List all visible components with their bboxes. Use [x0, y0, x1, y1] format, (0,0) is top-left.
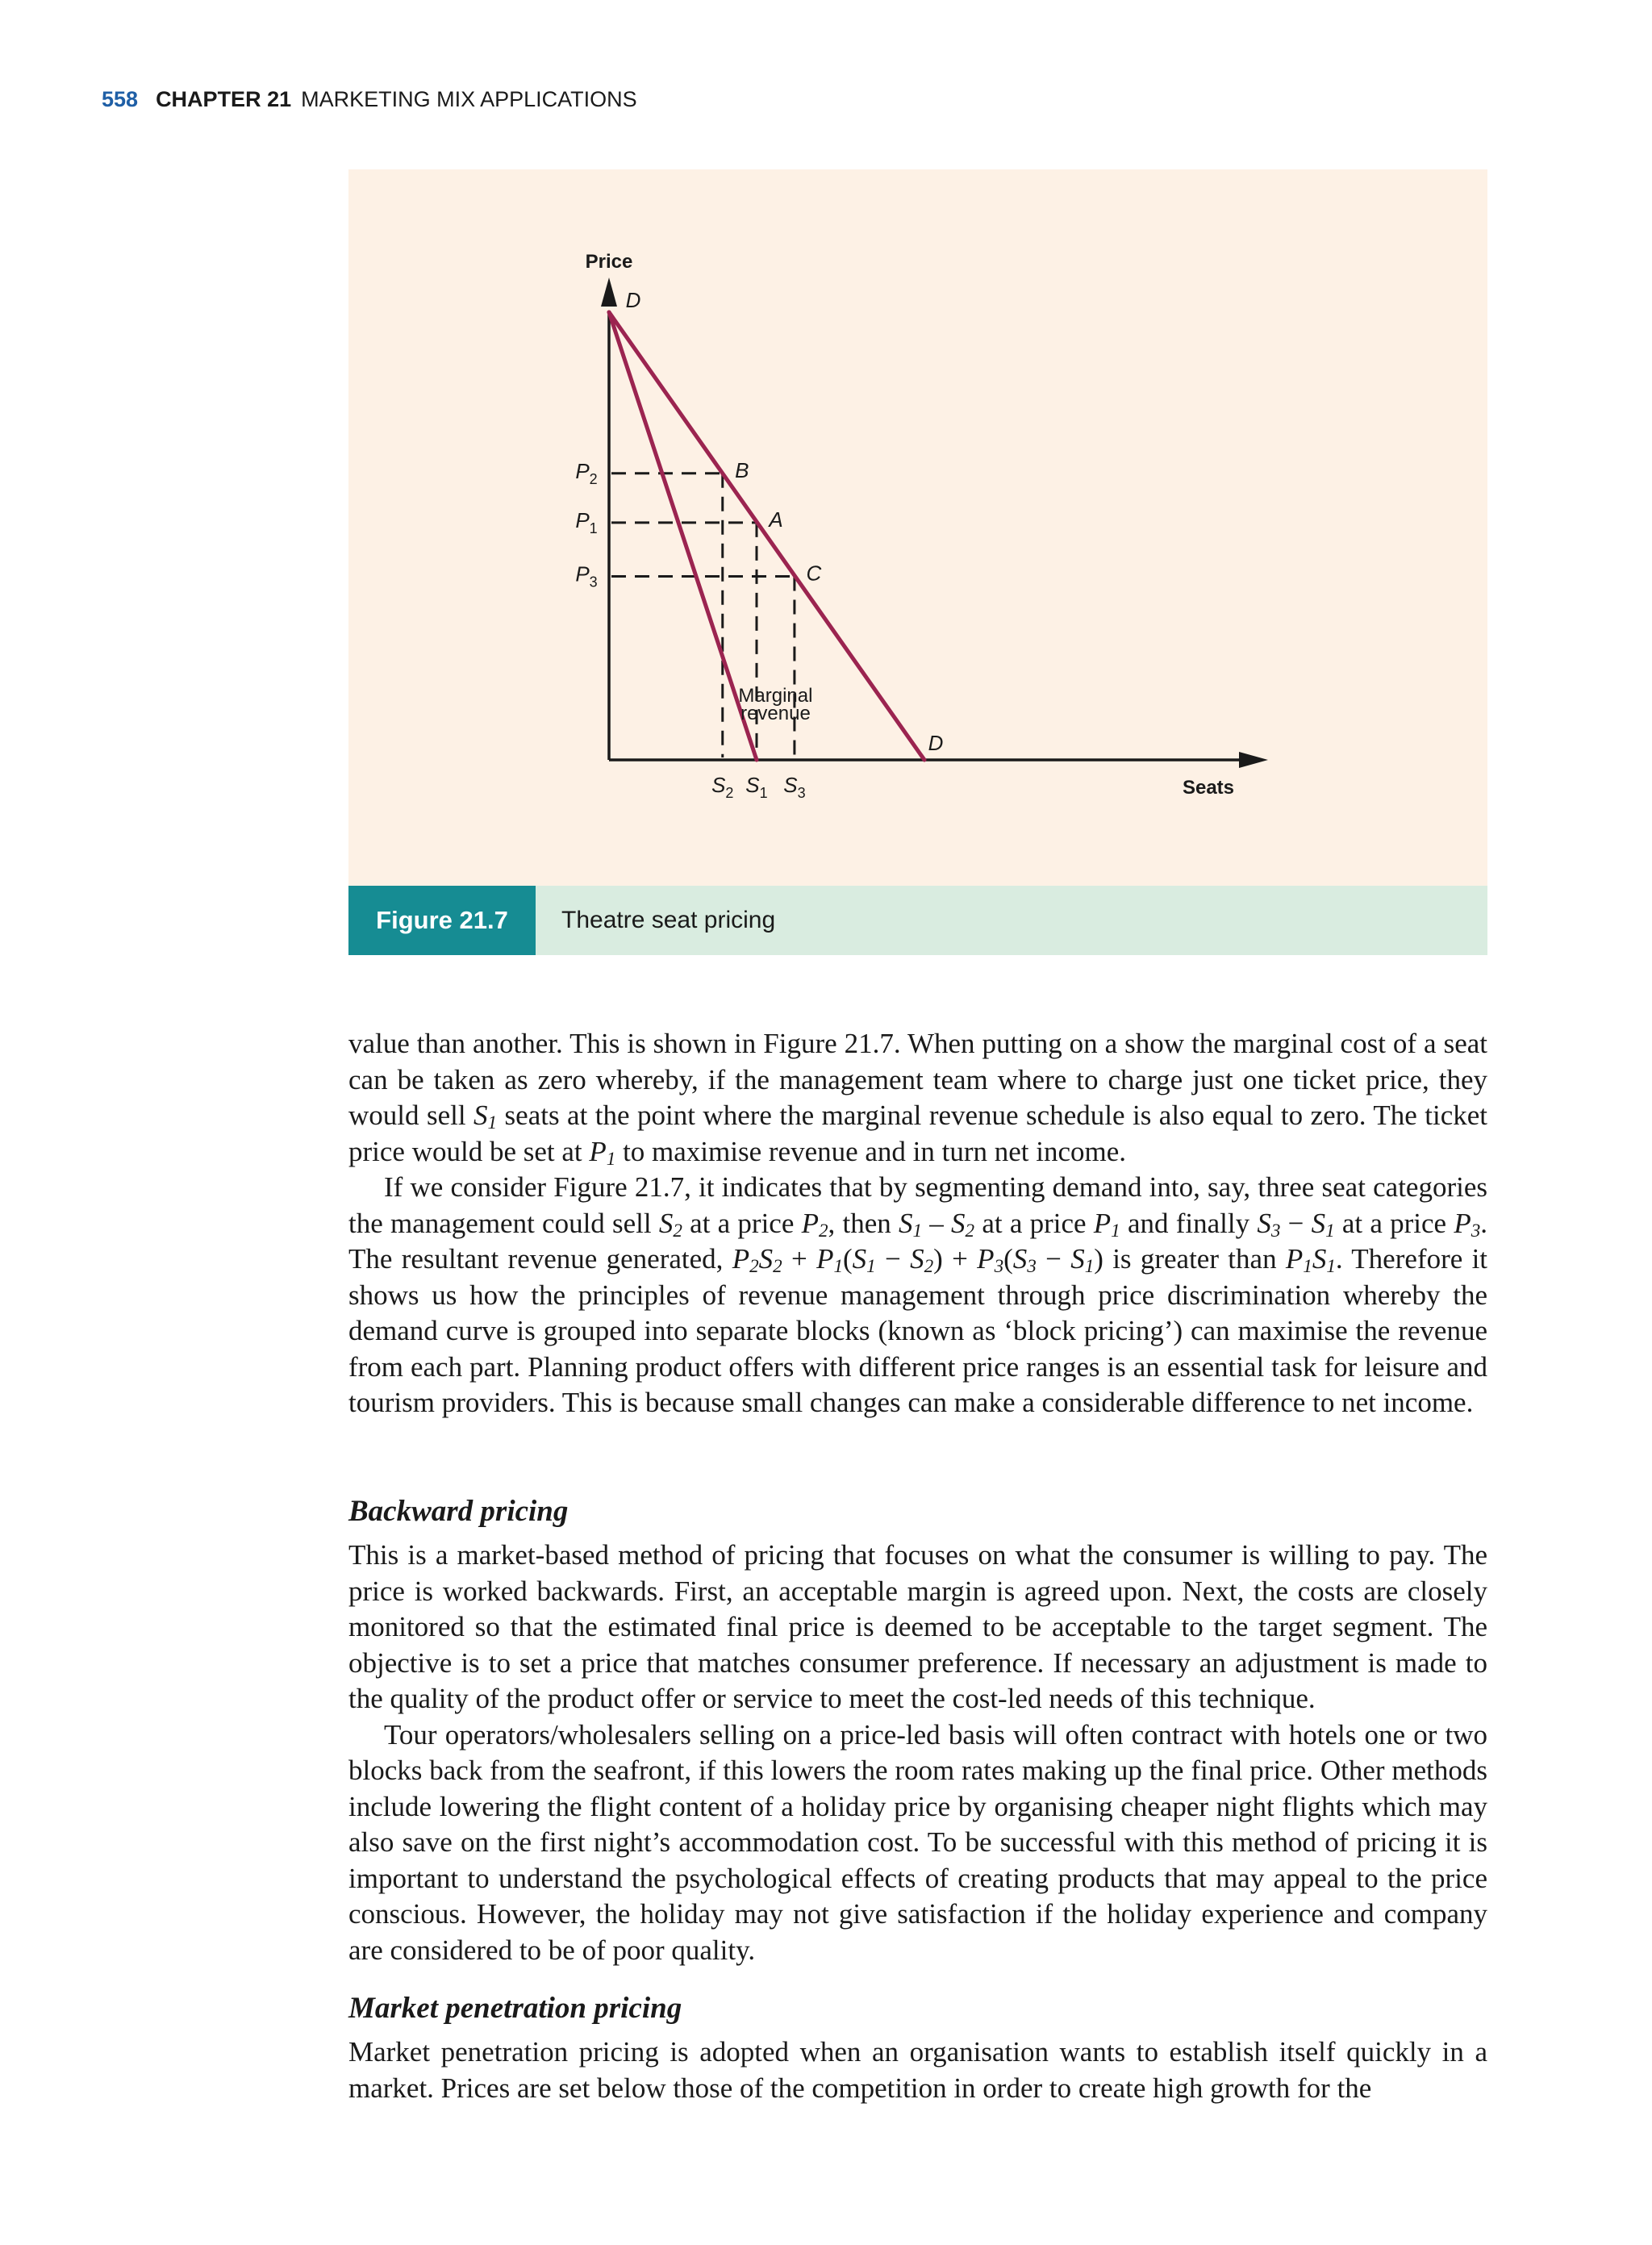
point-label-c: C — [806, 561, 822, 586]
text-run: at a price — [1334, 1207, 1454, 1239]
demand-label-end: D — [928, 731, 944, 755]
heading-backward-pricing: Backward pricing — [348, 1495, 569, 1528]
text-run: value than another. This is shown in Figure 21.7. When putting on a show the marginal cost of a seat can be taken as zero whereby, if the management team where to charge just one ticket price, they would sell — [348, 1028, 1487, 1131]
x-tick-s3: $S_3$ — [783, 773, 806, 801]
figure-caption-text: Theatre seat pricing — [561, 907, 776, 933]
page-number: 558 — [102, 87, 139, 111]
figure-caption — [348, 886, 1487, 955]
chapter-label: CHAPTER 21 — [156, 87, 292, 111]
section-market-penetration — [348, 1991, 1487, 2106]
text-run: . Therefore it shows us how the principles of revenue management through price discrimination whereby the demand curve is grouped into separate blocks (known as ‘block pricing’) can maximise the revenue from each part. Planning product offers with different price ranges is an essential task for leisure and tourism providers. This is because small changes can make a considerable difference to net income. — [348, 1243, 1488, 1418]
x-axis-arrow-icon — [1239, 752, 1268, 768]
paragraph-5: Market penetration pricing is adopted when an organisation wants to establish itself quickly in a market. Prices are set below those of the competition in order to create high growth for the — [348, 2036, 1487, 2104]
section-backward-pricing — [348, 1494, 1487, 1968]
x-tick-s1: $S_1$ — [745, 773, 768, 801]
demand-label-start: D — [625, 288, 641, 312]
text-run: is greater than — [1103, 1243, 1286, 1275]
marginal-revenue-curve — [609, 312, 757, 760]
text-run: and finally — [1120, 1207, 1258, 1239]
x-axis-label: Seats — [1182, 777, 1235, 799]
marginal-revenue-label-line2: revenue — [740, 703, 811, 725]
text-run: If we consider Figure 21.7, it indicates that by segmenting demand into, say, three seat categories the management could sell — [348, 1171, 1487, 1239]
figure-21-7 — [348, 169, 1487, 955]
text-run: at a price — [974, 1207, 1094, 1239]
paragraph-2: If we consider Figure 21.7, it indicates that by segmenting demand into, say, three seat categories the management could sell $S_2$ at a price $P_2$, then $S_1 - S_2$ at a price $P_1$ and finally $S_3 - S_1$ at a price $P_3$. The resultant revenue generated, $P_2S_2 + P_1(S_1 - S_2) + P_3(S_3 - S_1)$ is greater than $P_1S_1$. Therefore it shows us how the principles of revenue management through price discrimination whereby the demand curve is grouped into separate blocks (known as ‘block pricing’) can maximise the revenue from each part. Planning product offers with different price ranges is an essential task for leisure and tourism providers. This is because small changes can make a considerable difference to net income. — [348, 1171, 1488, 1418]
text-run: . The resultant revenue generated, — [348, 1207, 1488, 1275]
paragraph-4: Tour operators/wholesalers selling on a price-led basis will often contract with hotels one or two blocks back from the seafront, if this lowers the room rates making up the final price. Other methods include lowering the flight content of a holiday price by organising cheaper night flights which may also save on the first night’s accommodation cost. To be successful with this method of pricing it is important to understand the psychological effects of creating products that may appeal to the price conscious. However, the holiday may not give satisfaction if the holiday experience and company are considered to be of poor quality. — [348, 1718, 1487, 1966]
running-head — [102, 87, 637, 112]
chart — [348, 169, 1487, 886]
y-tick-p2: $P_2$ — [575, 458, 598, 487]
text-run: at a price — [682, 1207, 802, 1239]
point-label-a: A — [769, 507, 783, 532]
marginal-revenue-label-line1: Marginal — [738, 684, 813, 707]
x-tick-s2: $S_2$ — [711, 773, 734, 801]
text-run: seats at the point where the marginal revenue schedule is also equal to zero. The ticket price would be set at — [348, 1100, 1487, 1167]
paragraph-1: value than another. This is shown in Figure 21.7. When putting on a show the marginal cost of a seat can be taken as zero whereby, if the management team where to charge just one ticket price, they would sell $S_1$ seats at the point where the marginal revenue schedule is also equal to zero. The ticket price would be set at $P_1$ to maximise revenue and in turn net income. — [348, 1028, 1487, 1169]
body-block-1 — [348, 1026, 1487, 1421]
y-tick-p1: $P_1$ — [575, 507, 598, 536]
paragraph-3: This is a market-based method of pricing that focuses on what the consumer is willing to pay. The price is worked backwards. First, an acceptable margin is agreed upon. Next, the costs are closely monitored so that the estimated final price is deemed to be acceptable to the target segment. The objective is to set a price that matches consumer preference. If necessary an adjustment is made to the quality of the product offer or service to meet the cost-led needs of this technique. — [348, 1539, 1487, 1714]
y-axis-label: Price — [585, 251, 633, 273]
text-run: to maximise revenue and in turn net income. — [615, 1135, 1127, 1167]
text-run: , then — [828, 1207, 899, 1239]
point-label-b: B — [735, 457, 749, 482]
figure-number: Figure 21.7 — [348, 886, 536, 955]
heading-market-penetration: Market penetration pricing — [348, 1992, 682, 2025]
y-tick-p3: $P_3$ — [575, 561, 598, 590]
figure-panel — [348, 169, 1487, 886]
y-axis-arrow-icon — [601, 277, 617, 307]
chapter-title: MARKETING MIX APPLICATIONS — [301, 87, 637, 111]
